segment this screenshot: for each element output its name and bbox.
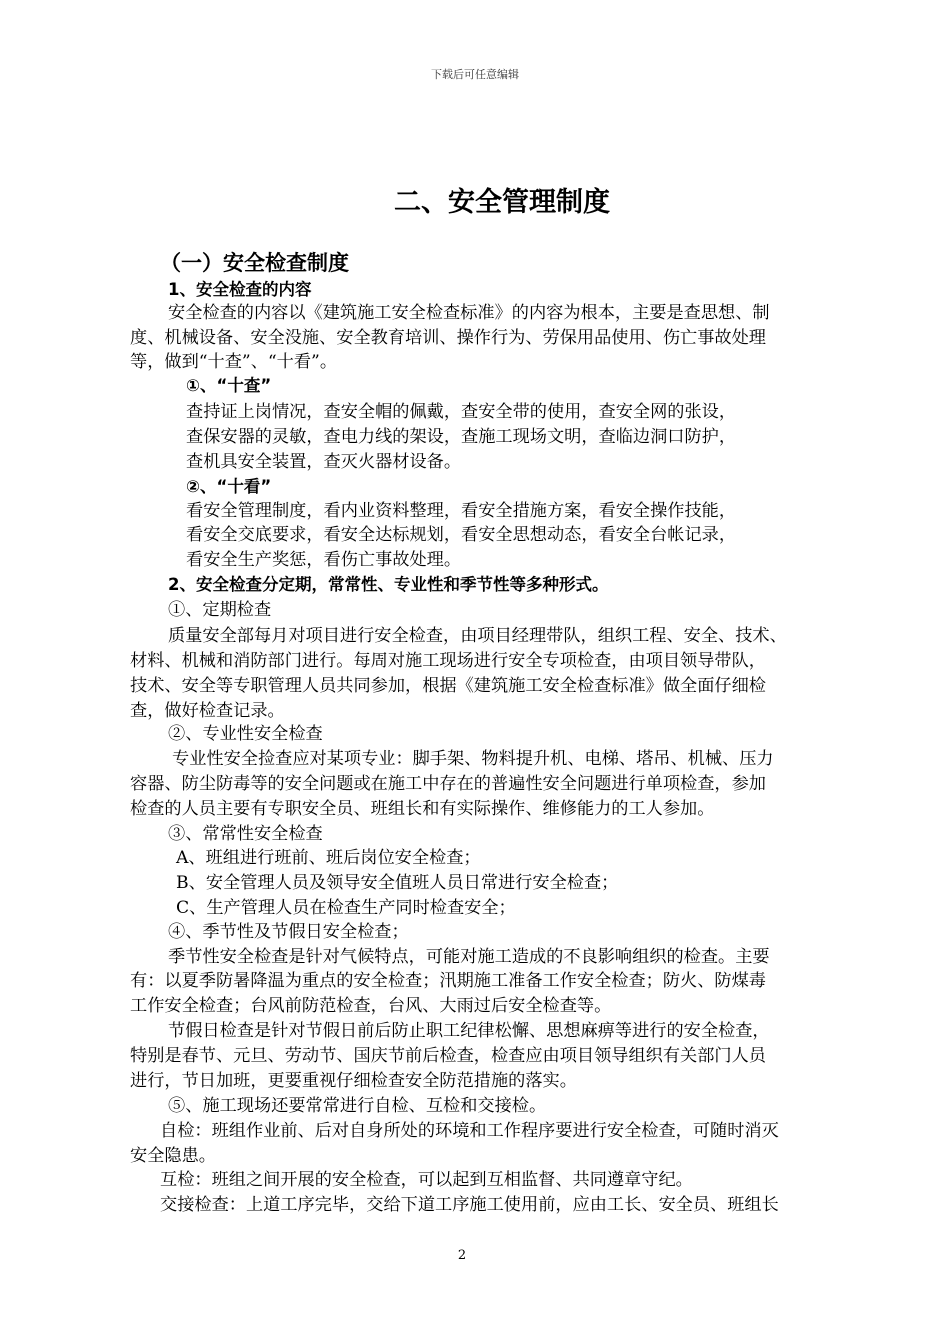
paragraph-line: ②、专业性安全检查 bbox=[168, 724, 323, 744]
page-number: 2 bbox=[457, 1248, 467, 1263]
paragraph-line: 查，做好检查记录。 bbox=[130, 701, 285, 721]
paragraph-line: 互检：班组之间开展的安全检查，可以起到互相监督、共同遵章守纪。 bbox=[160, 1170, 693, 1190]
item-heading-ten-looks: ②、“十看” bbox=[186, 477, 272, 496]
page-title: 二、安全管理制度 bbox=[394, 187, 610, 218]
paragraph-line: 工作安全检查；台风前防范检查，台风、大雨过后安全检查等。 bbox=[130, 996, 612, 1016]
paragraph-line: 看安全生产奖惩，看伤亡事故处理。 bbox=[186, 550, 462, 570]
paragraph-line: 自检：班组作业前、后对自身所处的环境和工作程序要进行安全检查，可随时消灭 bbox=[160, 1121, 779, 1141]
paragraph-line: ④、季节性及节假日安全检查； bbox=[168, 922, 409, 942]
paragraph-line: 安全检查的内容以《建筑施工安全检查标准》的内容为根本，主要是查思想、制 bbox=[168, 303, 770, 323]
paragraph-line: 安全隐患。 bbox=[130, 1146, 216, 1166]
paragraph-line: 技术、安全等专职管理人员共同参加，根据《建筑施工安全检查标准》做全面仔细检 bbox=[130, 676, 766, 696]
paragraph-line: 特别是春节、元旦、劳动节、国庆节前后检查，检查应由项目领导组织有关部门人员 bbox=[130, 1046, 766, 1066]
paragraph-line: ①、定期检查 bbox=[168, 600, 272, 620]
paragraph-line: 查保安器的灵敏，查电力线的架设，查施工现场文明，查临边洞口防护， bbox=[186, 427, 737, 447]
paragraph-line: 进行，节日加班，更要重视仔细检查安全防范措施的落实。 bbox=[130, 1071, 577, 1091]
item-heading-ten-checks: ①、“十查” bbox=[186, 376, 272, 395]
paragraph-line: 容器、防尘防毒等的安全问题或在施工中存在的普遍性安全问题进行单项检查，参加 bbox=[130, 774, 766, 794]
paragraph-line: 等，做到“十查”、“十看”。 bbox=[130, 352, 338, 372]
paragraph-line: 交接检查：上道工序完毕，交给下道工序施工使用前，应由工长、安全员、班组长 bbox=[160, 1195, 779, 1215]
paragraph-line: ③、常常性安全检查 bbox=[168, 824, 323, 844]
paragraph-line: 质量安全部每月对项目进行安全检查，由项目经理带队，组织工程、安全、技术、 bbox=[168, 626, 787, 646]
paragraph-line: 专业性安全捡查应对某项专业：脚手架、物料提升机、电梯、塔吊、机械、压力 bbox=[172, 749, 774, 769]
paragraph-line: 度、机械设备、安全没施、安全教育培训、操作行为、劳保用品使用、伤亡事故处理 bbox=[130, 328, 766, 348]
section-heading: （一）安全检查制度 bbox=[160, 251, 349, 275]
page-header: 下载后可任意编辑 bbox=[431, 68, 519, 81]
paragraph-line: 节假日检查是针对节假日前后防止职工纪律松懈、思想麻痹等进行的安全检查， bbox=[168, 1021, 770, 1041]
paragraph-line: 看安全管理制度，看内业资料整理，看安全措施方案，看安全操作技能， bbox=[186, 501, 737, 521]
paragraph-line: C、生产管理人员在检查生产同时检查安全； bbox=[176, 898, 516, 918]
paragraph-line: ⑤、施工现场还要常常进行自检、互检和交接检。 bbox=[168, 1096, 547, 1116]
paragraph-line: A、班组进行班前、班后岗位安全检查； bbox=[176, 848, 481, 868]
paragraph-line: 有：以夏季防暑降温为重点的安全检查；汛期施工准备工作安全检查；防火、防煤毒 bbox=[130, 971, 766, 991]
paragraph-line: 查机具安全装置，查灭火器材设备。 bbox=[186, 452, 462, 472]
subheading-content: 1、安全检查的内容 bbox=[168, 280, 312, 299]
paragraph-line: 查持证上岗情况，查安全帽的佩戴，查安全带的使用，查安全网的张设， bbox=[186, 402, 737, 422]
paragraph-line: 看安全交底要求，看安全达标规划，看安全思想动态，看安全台帐记录， bbox=[186, 525, 737, 545]
paragraph-line: 材料、机械和消防部门进行。每周对施工现场进行安全专项检查，由项目领导带队， bbox=[130, 651, 766, 671]
paragraph-line: 季节性安全检查是针对气候特点，可能对施工造成的不良影响组织的检查。主要 bbox=[168, 947, 770, 967]
paragraph-line: 检查的人员主要有专职安全员、班组长和有实际操作、维修能力的工人参加。 bbox=[130, 799, 715, 819]
paragraph-line: B、安全管理人员及领导安全值班人员日常进行安全检查； bbox=[176, 873, 619, 893]
subheading-forms: 2、安全检查分定期，常常性、专业性和季节性等多种形式。 bbox=[168, 575, 609, 594]
